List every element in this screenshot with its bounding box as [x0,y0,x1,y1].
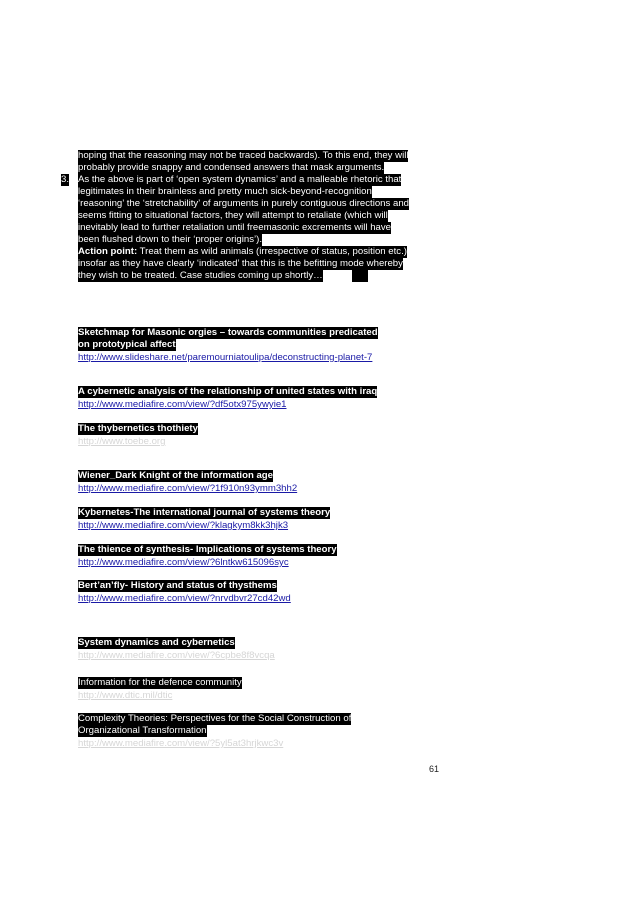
reference-title: on prototypical affect [78,339,176,350]
reference-title: The thience of synthesis- Implications of systems theory [78,544,337,555]
action-point-label: Action point: [78,246,138,257]
reference-title: Information for the defence community [78,677,242,688]
reference-link[interactable]: http://www.mediafire.com/view/?klagkym8kk3hjk3 [78,520,289,531]
paragraph-line: ‘reasoning’ the ‘stretchability’ of arguments in purely contiguous directions and [78,198,409,209]
reference-title: A cybernetic analysis of the relationship of united states with iraq [78,386,378,397]
page-number: 61 [429,764,440,774]
paragraph-line: seems fitting to situational factors, they will attempt to retaliate (which will [78,210,388,221]
paragraph-line: they wish to be treated. Case studies coming up shortly… [78,270,323,281]
reference-link[interactable]: http://www.mediafire.com/view/?5yl5at3hrjkwc3v [78,738,284,749]
reference-link[interactable]: http://www.mediafire.com/view/?df5otx975ywyie1 [78,399,287,410]
reference-title: Bert’an’fly- History and status of thysthems [78,580,277,591]
reference-title: Wiener_Dark Knight of the information age [78,470,274,481]
reference-link[interactable]: http://www.slideshare.net/paremourniatoulipa/deconstructing-planet-7 [78,352,373,363]
paragraph-line: legitimates in their brainless and pretty much sick-beyond-recognition [78,186,372,197]
action-point-text: Treat them as wild animals (irrespective of status, position etc.) [137,246,407,257]
reference-title: Complexity Theories: Perspectives for the Social Construction of [78,713,352,724]
reference-title: Organizational Transformation [78,725,207,736]
action-point-line [78,246,407,258]
reference-link[interactable]: http://www.mediafire.com/view/?nrvdbvr27cd42wd [78,593,291,604]
paragraph-line: insofar as they have clearly ‘indicated’ that this is the befitting mode whereby [78,258,403,269]
reference-title: The thybernetics thothiety [78,423,198,434]
list-item-number: 3. [61,174,70,185]
reference-title: Sketchmap for Masonic orgies – towards communities predicated [78,327,378,338]
reference-link[interactable]: http://www.dtic.mil/dtic [78,690,173,701]
reference-link[interactable]: http://www.mediafire.com/view/?6lntkw615096syc [78,557,289,568]
paragraph-line: been flushed down to their ‘proper origins’). [78,234,262,245]
highlight-gap [352,270,368,282]
paragraph-line: hoping that the reasoning may not be traced backwards). To this end, they will [78,150,409,161]
paragraph-line: probably provide snappy and condensed answers that mask arguments. [78,162,385,173]
reference-link[interactable]: http://www.mediafire.com/view/?1f910n93ymm3hh2 [78,483,298,494]
paragraph-line: inevitably lead to further retaliation until freemasonic excrements will have [78,222,392,233]
reference-link[interactable]: http://www.toebe.org [78,436,166,447]
paragraph-line: As the above is part of ‘open system dynamics’ and a malleable rhetoric that [78,174,402,185]
reference-title: Kybernetes-The international journal of systems theory [78,507,331,518]
reference-title: System dynamics and cybernetics [78,637,235,648]
reference-link[interactable]: http://www.mediafire.com/view/?6cpbe8f8vcqa [78,650,275,661]
